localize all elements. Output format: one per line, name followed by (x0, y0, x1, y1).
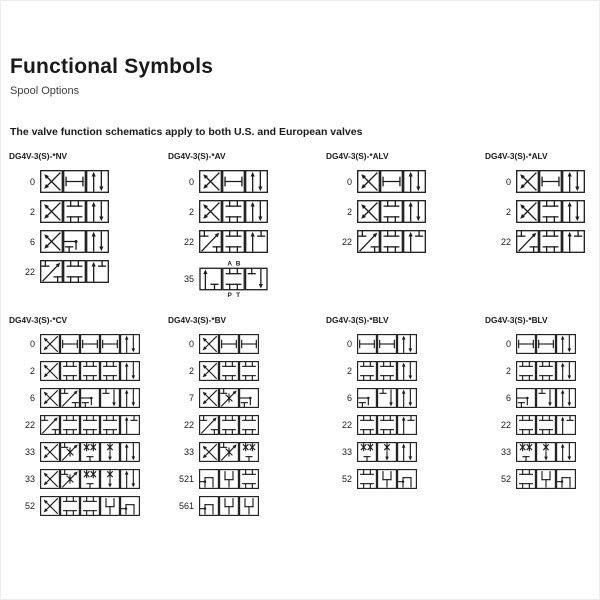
spool-row (168, 260, 326, 298)
valve-symbol (40, 496, 140, 516)
spool-row (326, 200, 485, 223)
spool-row (326, 388, 485, 408)
spool-row (326, 170, 485, 193)
model-label: DG4V-3(S)-*BLV (485, 315, 548, 325)
model-label: DG4V-3(S)-*BV (168, 315, 227, 325)
valve-symbol (357, 361, 417, 381)
spool-code: 22 (500, 236, 511, 247)
spool-code: 0 (188, 339, 194, 349)
port-label: T (236, 291, 241, 298)
valve-symbol (199, 260, 268, 298)
model-label: DG4V-3(S)-*ALV (485, 151, 548, 161)
spool-code: 22 (341, 420, 352, 430)
valve-symbol (40, 230, 109, 253)
spool-row (9, 469, 168, 489)
spool-group (168, 151, 326, 305)
spool-row (485, 388, 599, 408)
spool-row (9, 170, 168, 193)
valve-symbol (357, 230, 426, 253)
spool-row (9, 260, 168, 283)
spool-row (9, 442, 168, 462)
spool-code: 52 (341, 474, 352, 484)
spool-code: 2 (188, 206, 194, 217)
valve-symbol (199, 230, 268, 253)
spool-row (168, 361, 326, 381)
spool-code: 52 (24, 501, 35, 511)
spool-row (9, 388, 168, 408)
valve-symbol (357, 442, 417, 462)
valve-symbol (40, 200, 109, 223)
spool-row (9, 230, 168, 253)
model-label: DG4V-3(S)-*CV (9, 315, 68, 325)
spool-group (485, 315, 599, 523)
valve-symbol (199, 334, 259, 354)
spool-code: 561 (178, 501, 194, 511)
spool-row (168, 200, 326, 223)
applicability-note: The valve function schematics apply to both U.S. and European valves (10, 126, 363, 138)
spool-code: 0 (346, 339, 352, 349)
spool-code: 22 (500, 420, 511, 430)
valve-symbol (516, 230, 585, 253)
spool-row (326, 415, 485, 435)
spool-code: 35 (183, 274, 194, 284)
valve-symbol (516, 388, 576, 408)
spool-code: 6 (346, 393, 352, 403)
spool-code: 2 (505, 206, 511, 217)
spool-row (168, 388, 326, 408)
valve-symbol (199, 469, 259, 489)
spool-row (485, 334, 599, 354)
spool-code: 2 (29, 206, 35, 217)
valve-symbol (199, 496, 259, 516)
valve-symbol (357, 170, 426, 193)
valve-symbol (516, 170, 585, 193)
spool-code: 2 (346, 206, 352, 217)
spool-row (485, 361, 599, 381)
port-label: A (227, 260, 233, 268)
valve-symbol (40, 170, 109, 193)
valve-symbol (40, 334, 140, 354)
valve-symbol (40, 260, 109, 283)
spool-code: 0 (29, 176, 35, 187)
valve-symbol (516, 469, 576, 489)
valve-symbol (516, 361, 576, 381)
page-title: Functional Symbols (10, 55, 214, 78)
spool-row (168, 442, 326, 462)
spool-row (9, 334, 168, 354)
valve-symbol (40, 415, 140, 435)
spool-row (168, 334, 326, 354)
spool-code: 0 (188, 176, 194, 187)
spool-row (168, 496, 326, 516)
valve-symbol (357, 415, 417, 435)
valve-symbol (40, 442, 140, 462)
spool-row (9, 361, 168, 381)
valve-symbol (357, 200, 426, 223)
spool-row (326, 361, 485, 381)
spool-code: 2 (346, 366, 352, 376)
valve-symbol (40, 388, 140, 408)
spool-code: 33 (24, 447, 35, 457)
spool-code: 22 (183, 420, 194, 430)
valve-symbol (516, 200, 585, 223)
spool-row (485, 230, 599, 253)
spool-code: 0 (29, 339, 35, 349)
spool-row (485, 200, 599, 223)
spool-group (326, 315, 485, 523)
spool-code: 22 (24, 266, 35, 277)
valve-symbol (357, 334, 417, 354)
spool-code: 0 (505, 339, 511, 349)
spool-group (9, 151, 168, 305)
valve-symbol (516, 415, 576, 435)
spool-code: 2 (505, 366, 511, 376)
spool-code: 33 (24, 474, 35, 484)
spool-row (485, 442, 599, 462)
valve-symbol (199, 415, 259, 435)
spool-row (485, 469, 599, 489)
model-label: DG4V-3(S)-*ALV (326, 151, 389, 161)
valve-symbol (357, 469, 417, 489)
spool-row (326, 230, 485, 253)
spool-row (168, 415, 326, 435)
spool-code: 33 (341, 447, 352, 457)
valve-symbol (199, 388, 259, 408)
valve-symbol (199, 361, 259, 381)
spool-row (168, 469, 326, 489)
spool-code: 22 (24, 420, 35, 430)
valve-symbol (40, 361, 140, 381)
port-label: P (227, 291, 232, 298)
spool-row (9, 415, 168, 435)
spool-code: 33 (500, 447, 511, 457)
spool-code: 52 (500, 474, 511, 484)
symbol-band-2 (9, 315, 599, 523)
valve-symbol (199, 442, 259, 462)
spool-group (485, 151, 599, 305)
spool-group (326, 151, 485, 305)
spool-code: 6 (29, 393, 35, 403)
spool-row (326, 334, 485, 354)
spool-group (168, 315, 326, 523)
valve-symbol (357, 388, 417, 408)
spool-group (9, 315, 168, 523)
spool-code: 2 (188, 366, 194, 376)
spool-code: 22 (341, 236, 352, 247)
spool-row (485, 415, 599, 435)
symbol-band-1 (9, 151, 599, 305)
spool-row (9, 200, 168, 223)
valve-symbol (40, 469, 140, 489)
spool-code: 0 (346, 176, 352, 187)
spool-row (168, 170, 326, 193)
spool-code: 6 (505, 393, 511, 403)
model-label: DG4V-3(S)-*NV (9, 151, 68, 161)
page-subtitle: Spool Options (10, 85, 80, 97)
spool-code: 6 (29, 236, 35, 247)
spool-row (485, 170, 599, 193)
valve-symbol (199, 200, 268, 223)
spool-code: 0 (505, 176, 511, 187)
spool-code: 2 (29, 366, 35, 376)
spool-code: 22 (183, 236, 194, 247)
spool-row (326, 469, 485, 489)
valve-symbol (516, 334, 576, 354)
port-label: B (235, 260, 241, 268)
spool-row (326, 442, 485, 462)
spool-row (168, 230, 326, 253)
valve-symbol (516, 442, 576, 462)
model-label: DG4V-3(S)-*BLV (326, 315, 389, 325)
model-label: DG4V-3(S)-*AV (168, 151, 226, 161)
spool-row (9, 496, 168, 516)
spool-code: 7 (188, 393, 194, 403)
spool-code: 521 (178, 474, 194, 484)
spool-code: 33 (183, 447, 194, 457)
valve-symbol (199, 170, 268, 193)
